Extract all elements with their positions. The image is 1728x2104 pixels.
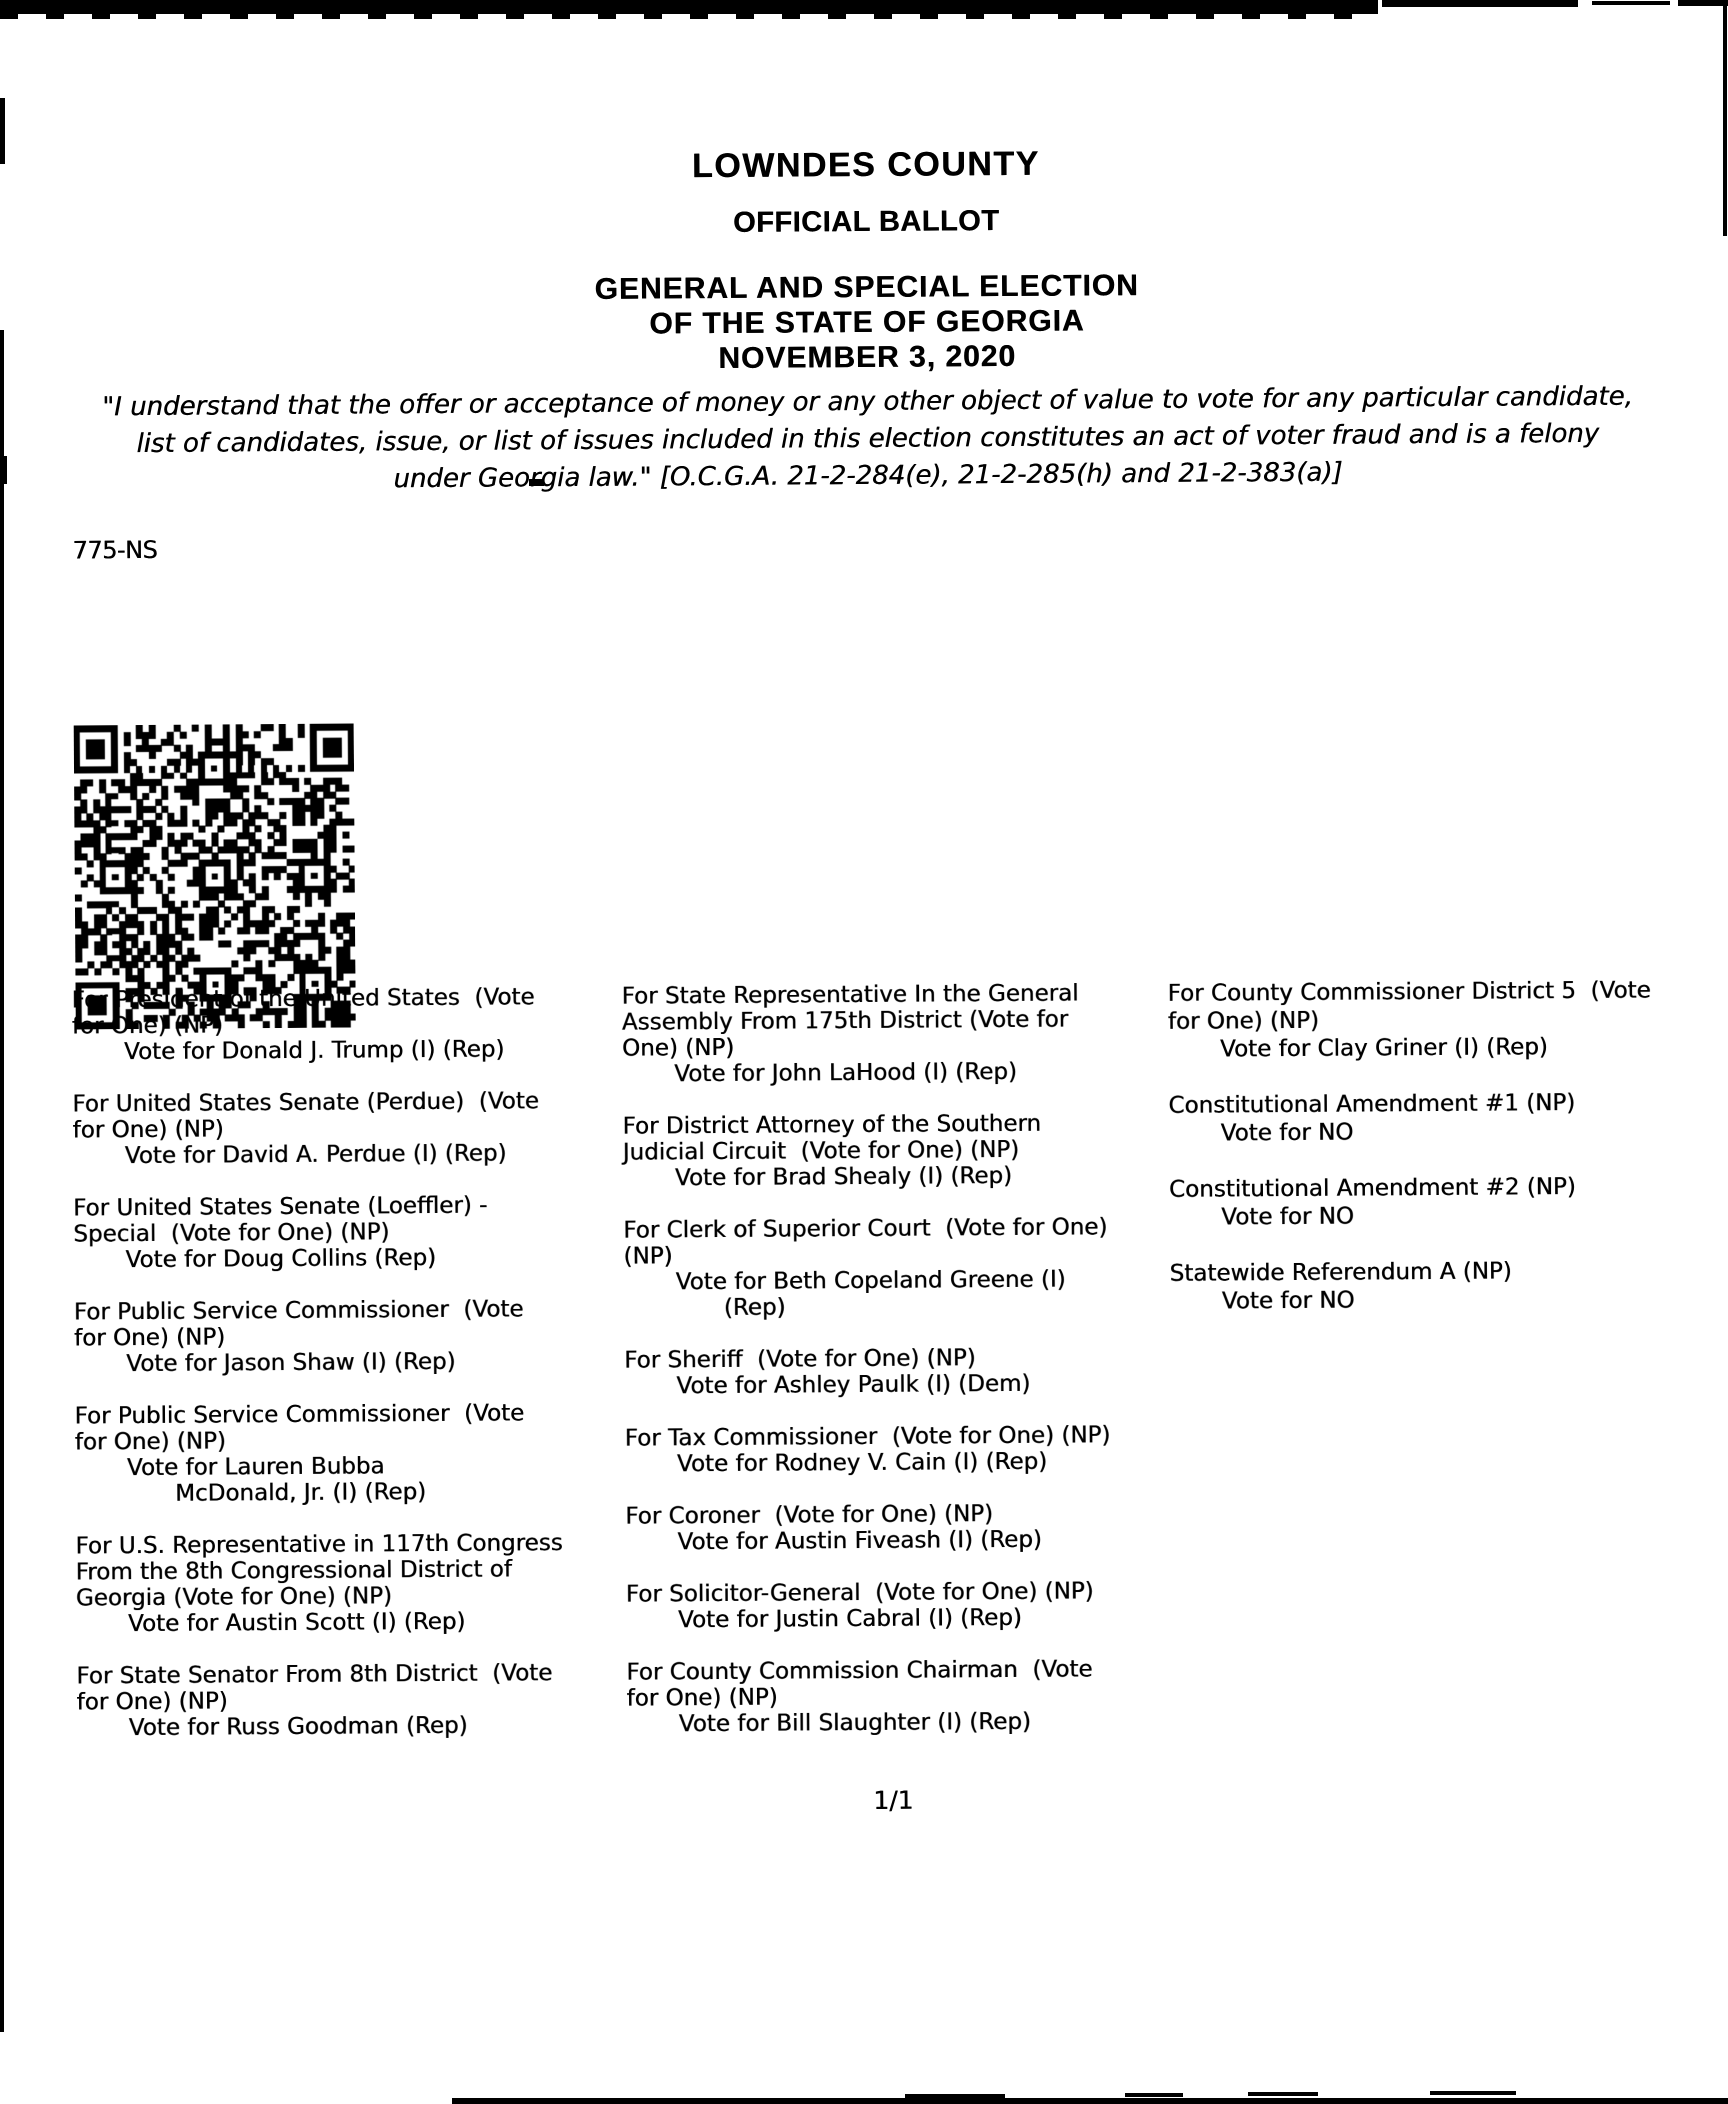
contest-title-line: For Public Service Commissioner (Vote	[74, 1400, 525, 1430]
contest	[74, 1400, 635, 1508]
ballot-column-1	[72, 984, 637, 1768]
vote-selection-line: Vote for Doug Collins (Rep)	[125, 1244, 437, 1274]
contest	[626, 1656, 1187, 1738]
contest	[625, 1500, 1185, 1556]
contest-title-line: For Sheriff (Vote for One) (NP)	[624, 1345, 976, 1374]
election-title-line: NOVEMBER 3, 2020	[718, 339, 1017, 376]
contest	[624, 1344, 1184, 1400]
contest	[74, 1296, 635, 1378]
contest	[72, 984, 633, 1066]
vote-selection-line: (Rep)	[723, 1294, 786, 1321]
contest-title-line: for One) (NP)	[76, 1688, 228, 1716]
county-title: LOWNDES COUNTY	[691, 144, 1040, 186]
contest-title-line: For United States Senate (Perdue) (Vote	[72, 1088, 539, 1118]
vote-selection-line: Vote for Clay Griner (I) (Rep)	[1219, 1034, 1548, 1063]
ballot-column-3	[1168, 976, 1728, 1344]
vote-selection-line: Vote for Justin Cabral (I) (Rep)	[677, 1604, 1022, 1634]
contest-title-line: For State Representative In the General	[621, 980, 1079, 1010]
contest-title-line: For Public Service Commissioner (Vote	[73, 1296, 524, 1326]
contest	[625, 1422, 1185, 1478]
contest-title-line: For United States Senate (Loeffler) -	[72, 1192, 488, 1222]
contest	[623, 1214, 1184, 1322]
election-title-line: GENERAL AND SPECIAL ELECTION	[594, 269, 1139, 306]
contest-title-line: for One) (NP)	[73, 1324, 226, 1352]
contest-title-line: For State Senator From 8th District (Vote	[76, 1660, 553, 1690]
contest-title-line: Assembly From 175th District (Vote for	[621, 1006, 1069, 1036]
vote-selection-line: Vote for Beth Copeland Greene (I)	[675, 1266, 1066, 1296]
contest	[1169, 1256, 1728, 1316]
contest-title-line: From the 8th Congressional District of	[75, 1556, 512, 1586]
vote-selection-line: Vote for David A. Perdue (I) (Rep)	[124, 1140, 507, 1170]
contest-title-line: For County Commission Chairman (Vote	[626, 1656, 1093, 1686]
contest	[75, 1530, 636, 1638]
contest-title-line: For Clerk of Superior Court (Vote for One)	[623, 1214, 1108, 1244]
ballot-style-code: 775-NS	[72, 535, 158, 565]
contest-title-line: For U.S. Representative in 117th Congress	[75, 1530, 563, 1560]
contest	[76, 1660, 637, 1742]
contest-title-line: (NP)	[623, 1243, 673, 1270]
election-title-line: OF THE STATE OF GEORGIA	[649, 304, 1085, 341]
vote-selection-line: Vote for NO	[1221, 1203, 1355, 1231]
contest	[1168, 1088, 1728, 1148]
vote-selection-line: Vote for Russ Goodman (Rep)	[128, 1712, 468, 1742]
ballot-column-2	[622, 980, 1187, 1764]
voter-fraud-disclaimer	[0, 378, 1724, 501]
vote-selection-line: Vote for Bill Slaughter (I) (Rep)	[678, 1708, 1031, 1738]
contest	[73, 1192, 634, 1274]
disclaimer-line: "I understand that the offer or acceptance of money or any other object of value to vote for any particular candidate,	[102, 381, 1633, 423]
vote-selection-line: Vote for NO	[1220, 1119, 1354, 1147]
vote-selection-line: Vote for Rodney V. Cain (I) (Rep)	[676, 1448, 1048, 1478]
contest	[1169, 1172, 1728, 1232]
disclaimer-line: under Georgia law." [O.C.G.A. 21-2-284(e), 21-2-285(h) and 21-2-383(a)]	[393, 457, 1343, 495]
contest-title-line: Statewide Referendum A (NP)	[1169, 1258, 1512, 1287]
contest-title-line: for One) (NP)	[1167, 1007, 1319, 1035]
contest-title-line: For President of the United States (Vote	[71, 984, 535, 1014]
election-title	[0, 264, 1723, 381]
vote-selection-line: Vote for Austin Fiveash (I) (Rep)	[677, 1526, 1042, 1556]
contest-title-line: for One) (NP)	[72, 1116, 224, 1144]
contest-title-line: Constitutional Amendment #2 (NP)	[1168, 1174, 1576, 1203]
contest-title-line: Judicial Circuit (Vote for One) (NP)	[622, 1136, 1020, 1166]
page-number: 1/1	[873, 1785, 914, 1815]
contest-title-line: Georgia (Vote for One) (NP)	[75, 1583, 392, 1612]
vote-selection-line: Vote for Brad Shealy (I) (Rep)	[674, 1162, 1013, 1192]
contest	[622, 980, 1183, 1088]
contest	[1168, 976, 1728, 1064]
vote-selection-line: Vote for Jason Shaw (I) (Rep)	[126, 1348, 456, 1378]
contest-title-line: for One) (NP)	[71, 1012, 223, 1040]
contest-title-line: Special (Vote for One) (NP)	[73, 1219, 390, 1248]
contest-title-line: for One) (NP)	[626, 1684, 778, 1712]
contest-title-line: One) (NP)	[621, 1034, 735, 1062]
qr-code	[74, 724, 356, 1030]
disclaimer-line: list of candidates, issue, or list of issues included in this election constitutes an act of voter fraud and is a felony	[136, 418, 1600, 460]
vote-selection-line: Vote for Austin Scott (I) (Rep)	[127, 1608, 466, 1638]
contest-title-line: For Solicitor-General (Vote for One) (NP)	[625, 1578, 1094, 1608]
contest	[72, 1088, 633, 1170]
contest-title-line: For Tax Commissioner (Vote for One) (NP)	[624, 1422, 1111, 1452]
contest-title-line: For Coroner (Vote for One) (NP)	[625, 1501, 994, 1530]
vote-selection-line: Vote for NO	[1221, 1287, 1355, 1315]
vote-selection-line: McDonald, Jr. (I) (Rep)	[174, 1479, 427, 1507]
ballot-type-title: OFFICIAL BALLOT	[732, 205, 1000, 239]
contest-title-line: for One) (NP)	[74, 1428, 226, 1456]
vote-selection-line: Vote for John LaHood (I) (Rep)	[674, 1058, 1017, 1088]
scan-artifact-right-line	[1723, 0, 1727, 236]
vote-selection-line: Vote for Ashley Paulk (I) (Dem)	[676, 1370, 1031, 1400]
vote-selection-line: Vote for Lauren Bubba	[126, 1453, 385, 1482]
vote-selection-line: Vote for Donald J. Trump (I) (Rep)	[123, 1036, 505, 1066]
contest-title-line: Constitutional Amendment #1 (NP)	[1168, 1090, 1576, 1119]
contest	[626, 1578, 1186, 1634]
contest-title-line: For District Attorney of the Southern	[622, 1110, 1042, 1140]
contest	[622, 1110, 1183, 1192]
contest-title-line: For County Commissioner District 5 (Vote	[1167, 977, 1651, 1007]
